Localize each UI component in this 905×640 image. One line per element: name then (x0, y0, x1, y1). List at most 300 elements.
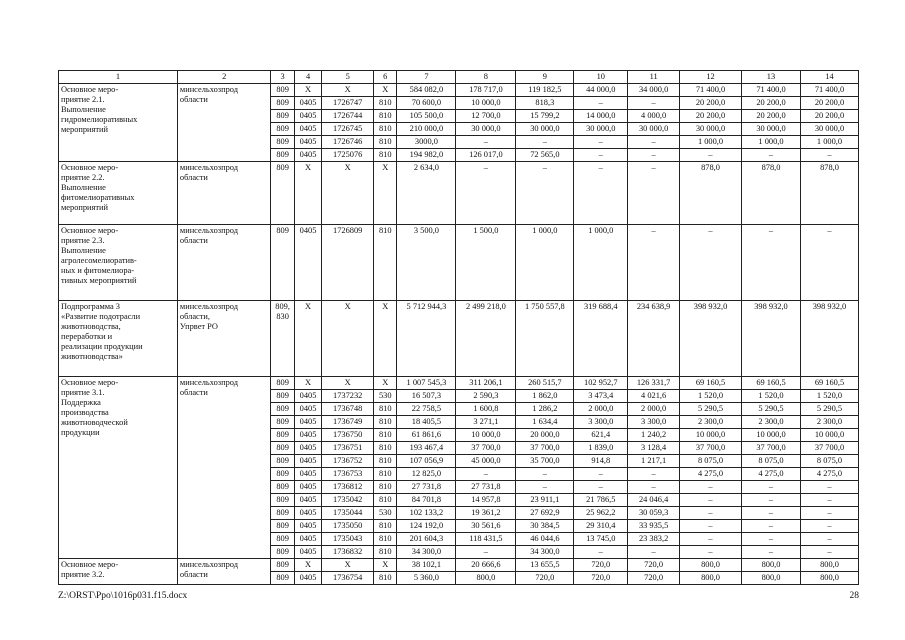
amount-cell: – (456, 162, 516, 225)
code-cell: 809 (271, 149, 294, 162)
amount-cell: – (680, 533, 742, 546)
amount-cell: 621,4 (574, 429, 628, 442)
header-cell: 7 (397, 71, 456, 84)
amount-cell: 13 655,5 (516, 559, 574, 572)
amount-cell: 914,8 (574, 455, 628, 468)
code-cell: 809 (271, 136, 294, 149)
code-cell: 1726745 (322, 123, 374, 136)
amount-cell: 105 500,0 (397, 110, 456, 123)
amount-cell: – (456, 136, 516, 149)
amount-cell: 10 000,0 (742, 429, 801, 442)
amount-cell: 12 825,0 (397, 468, 456, 481)
code-cell: Х (322, 162, 374, 225)
amount-cell: 584 082,0 (397, 84, 456, 97)
program-name-cell: Основное меро- приятие 2.3. Выполнение агролесомелиоратив- ных и фитомелиора- тивных мероприятий (59, 225, 178, 301)
amount-cell: 210 000,0 (397, 123, 456, 136)
code-cell: 809 (271, 123, 294, 136)
amount-cell: 720,0 (574, 572, 628, 585)
amount-cell: 30 000,0 (742, 123, 801, 136)
amount-cell: 71 400,0 (800, 84, 858, 97)
code-cell: Х (374, 377, 397, 390)
code-cell: 1735043 (322, 533, 374, 546)
amount-cell: 34 300,0 (516, 546, 574, 559)
amount-cell: – (516, 162, 574, 225)
amount-cell: 2 000,0 (574, 403, 628, 416)
code-cell: 1736751 (322, 442, 374, 455)
program-name-cell: Подпрограмма 3 «Развитие подотрасли животноводства, переработки и реализации продукции животноводства» (59, 301, 178, 377)
code-cell: 1726747 (322, 97, 374, 110)
header-cell: 10 (574, 71, 628, 84)
table-row (59, 84, 859, 97)
amount-cell: 194 982,0 (397, 149, 456, 162)
code-cell: Х (374, 84, 397, 97)
code-cell: 809 (271, 481, 294, 494)
amount-cell: 1 000,0 (680, 136, 742, 149)
amount-cell: 20 200,0 (800, 110, 858, 123)
code-cell: 809 (271, 416, 294, 429)
amount-cell: 107 056,9 (397, 455, 456, 468)
amount-cell: – (516, 468, 574, 481)
code-cell: Х (294, 84, 321, 97)
amount-cell: 1 240,2 (628, 429, 680, 442)
amount-cell: 10 000,0 (456, 97, 516, 110)
amount-cell: 27 731,8 (397, 481, 456, 494)
amount-cell: – (742, 149, 801, 162)
amount-cell: 16 507,3 (397, 390, 456, 403)
code-cell: 810 (374, 403, 397, 416)
amount-cell: 15 799,2 (516, 110, 574, 123)
amount-cell: – (456, 546, 516, 559)
executor-cell: минсельхозпрод области (177, 225, 271, 301)
amount-cell: 2 000,0 (628, 403, 680, 416)
amount-cell: 4 021,6 (628, 390, 680, 403)
code-cell: 1736832 (322, 546, 374, 559)
program-name-cell: Основное меро- приятие 2.1. Выполнение гидромелиоративных мероприятий (59, 84, 178, 162)
amount-cell: 1 600,8 (456, 403, 516, 416)
amount-cell: – (800, 225, 858, 301)
amount-cell: 18 405,5 (397, 416, 456, 429)
header-cell: 12 (680, 71, 742, 84)
amount-cell: 37 700,0 (800, 442, 858, 455)
code-cell: 810 (374, 520, 397, 533)
amount-cell: 12 700,0 (456, 110, 516, 123)
code-cell: 1725076 (322, 149, 374, 162)
amount-cell: – (742, 533, 801, 546)
code-cell: 0405 (294, 455, 321, 468)
amount-cell: 2 499 218,0 (456, 301, 516, 377)
amount-cell: 30 000,0 (800, 123, 858, 136)
code-cell: Х (322, 559, 374, 572)
code-cell: Х (322, 377, 374, 390)
code-cell: 810 (374, 97, 397, 110)
amount-cell: 1 217,1 (628, 455, 680, 468)
code-cell: 810 (374, 123, 397, 136)
amount-cell: 4 275,0 (742, 468, 801, 481)
amount-cell: 34 300,0 (397, 546, 456, 559)
code-cell: 810 (374, 481, 397, 494)
amount-cell: 3 128,4 (628, 442, 680, 455)
code-cell: 1735050 (322, 520, 374, 533)
amount-cell: 4 000,0 (628, 110, 680, 123)
code-cell: 809 (271, 377, 294, 390)
amount-cell: 70 600,0 (397, 97, 456, 110)
amount-cell: 14 957,8 (456, 494, 516, 507)
code-cell: 0405 (294, 429, 321, 442)
code-cell: 809, 830 (271, 301, 294, 377)
amount-cell: 84 701,8 (397, 494, 456, 507)
code-cell: 809 (271, 533, 294, 546)
amount-cell: 800,0 (680, 559, 742, 572)
code-cell: 809 (271, 520, 294, 533)
table-row (59, 162, 859, 225)
code-cell: 530 (374, 507, 397, 520)
amount-cell: 102 133,2 (397, 507, 456, 520)
code-cell: 1736753 (322, 468, 374, 481)
amount-cell: – (574, 546, 628, 559)
amount-cell: 71 400,0 (680, 84, 742, 97)
amount-cell: 720,0 (628, 572, 680, 585)
amount-cell: 8 075,0 (800, 455, 858, 468)
code-cell: Х (294, 301, 321, 377)
amount-cell: – (628, 546, 680, 559)
code-cell: 0405 (294, 416, 321, 429)
amount-cell: 5 290,5 (680, 403, 742, 416)
code-cell: 0405 (294, 494, 321, 507)
code-cell: 1736750 (322, 429, 374, 442)
code-cell: 809 (271, 162, 294, 225)
code-cell: 809 (271, 507, 294, 520)
code-cell: Х (294, 162, 321, 225)
amount-cell: 800,0 (680, 572, 742, 585)
amount-cell: 30 000,0 (574, 123, 628, 136)
amount-cell: 1 000,0 (516, 225, 574, 301)
code-cell: 0405 (294, 546, 321, 559)
budget-table (58, 70, 859, 585)
amount-cell: 818,3 (516, 97, 574, 110)
amount-cell: 119 182,5 (516, 84, 574, 97)
amount-cell: 2 300,0 (742, 416, 801, 429)
amount-cell: 3 271,1 (456, 416, 516, 429)
code-cell: 810 (374, 572, 397, 585)
amount-cell: 30 561,6 (456, 520, 516, 533)
code-cell: Х (374, 162, 397, 225)
code-cell: 809 (271, 225, 294, 301)
code-cell: Х (294, 559, 321, 572)
program-name-cell: Основное меро- приятие 2.2. Выполнение фитомелиоративных мероприятий (59, 162, 178, 225)
header-cell: 6 (374, 71, 397, 84)
amount-cell: 1 000,0 (800, 136, 858, 149)
amount-cell: 10 000,0 (800, 429, 858, 442)
code-cell: 1735044 (322, 507, 374, 520)
header-cell: 3 (271, 71, 294, 84)
amount-cell: 126 017,0 (456, 149, 516, 162)
amount-cell: – (574, 162, 628, 225)
program-name-cell: Основное меро- приятие 3.2. (59, 559, 178, 585)
table-row (59, 225, 859, 301)
amount-cell: 29 310,4 (574, 520, 628, 533)
code-cell: 0405 (294, 97, 321, 110)
amount-cell: – (628, 225, 680, 301)
amount-cell: 27 692,9 (516, 507, 574, 520)
amount-cell: 8 075,0 (742, 455, 801, 468)
code-cell: 0405 (294, 149, 321, 162)
amount-cell: 178 717,0 (456, 84, 516, 97)
header-cell: 5 (322, 71, 374, 84)
amount-cell: 2 590,3 (456, 390, 516, 403)
amount-cell: 21 786,5 (574, 494, 628, 507)
amount-cell: – (742, 546, 801, 559)
code-cell: 809 (271, 455, 294, 468)
code-cell: 0405 (294, 533, 321, 546)
amount-cell: – (516, 481, 574, 494)
code-cell: 809 (271, 559, 294, 572)
amount-cell: 20 200,0 (680, 110, 742, 123)
amount-cell: 69 160,5 (800, 377, 858, 390)
code-cell: 810 (374, 429, 397, 442)
code-cell: 530 (374, 390, 397, 403)
amount-cell: 10 000,0 (456, 429, 516, 442)
code-cell: 0405 (294, 123, 321, 136)
amount-cell: 23 911,1 (516, 494, 574, 507)
header-cell: 2 (177, 71, 271, 84)
code-cell: 810 (374, 225, 397, 301)
amount-cell: 30 000,0 (456, 123, 516, 136)
table-body (59, 71, 859, 585)
amount-cell: – (742, 507, 801, 520)
amount-cell: 3 473,4 (574, 390, 628, 403)
amount-cell: 2 300,0 (680, 416, 742, 429)
header-cell: 11 (628, 71, 680, 84)
amount-cell: 720,0 (628, 559, 680, 572)
amount-cell: 126 331,7 (628, 377, 680, 390)
amount-cell: 5 360,0 (397, 572, 456, 585)
code-cell: 809 (271, 84, 294, 97)
amount-cell: 20 200,0 (800, 97, 858, 110)
amount-cell: 69 160,5 (742, 377, 801, 390)
amount-cell: – (800, 149, 858, 162)
amount-cell: 30 000,0 (628, 123, 680, 136)
amount-cell: 800,0 (456, 572, 516, 585)
amount-cell: – (800, 494, 858, 507)
executor-cell: минсельхозпрод области (177, 559, 271, 585)
amount-cell: 800,0 (800, 572, 858, 585)
table-row (59, 377, 859, 390)
amount-cell: 800,0 (742, 572, 801, 585)
code-cell: 810 (374, 110, 397, 123)
code-cell: 0405 (294, 136, 321, 149)
amount-cell: 1 000,0 (742, 136, 801, 149)
amount-cell: 1 007 545,3 (397, 377, 456, 390)
amount-cell: 234 638,9 (628, 301, 680, 377)
code-cell: 810 (374, 468, 397, 481)
amount-cell: 1 839,0 (574, 442, 628, 455)
code-cell: 1736812 (322, 481, 374, 494)
amount-cell: 30 059,3 (628, 507, 680, 520)
header-cell: 4 (294, 71, 321, 84)
amount-cell: 398 932,0 (800, 301, 858, 377)
amount-cell: 1 000,0 (574, 225, 628, 301)
amount-cell: 30 000,0 (680, 123, 742, 136)
code-cell: 810 (374, 416, 397, 429)
amount-cell: – (456, 468, 516, 481)
page-number: 28 (849, 591, 859, 601)
amount-cell: 30 384,5 (516, 520, 574, 533)
header-cell: 13 (742, 71, 801, 84)
code-cell: 0405 (294, 110, 321, 123)
amount-cell: – (574, 149, 628, 162)
code-cell: 809 (271, 403, 294, 416)
amount-cell: – (742, 225, 801, 301)
code-cell: Х (322, 84, 374, 97)
amount-cell: 1 520,0 (680, 390, 742, 403)
code-cell: 0405 (294, 403, 321, 416)
amount-cell: 19 361,2 (456, 507, 516, 520)
table-row (59, 301, 859, 377)
header-cell: 14 (800, 71, 858, 84)
amount-cell: 193 467,4 (397, 442, 456, 455)
amount-cell: 4 275,0 (680, 468, 742, 481)
amount-cell: – (800, 533, 858, 546)
code-cell: 809 (271, 494, 294, 507)
amount-cell: 14 000,0 (574, 110, 628, 123)
amount-cell: – (680, 494, 742, 507)
amount-cell: 5 712 944,3 (397, 301, 456, 377)
amount-cell: – (742, 481, 801, 494)
code-cell: 809 (271, 468, 294, 481)
code-cell: Х (374, 301, 397, 377)
code-cell: 0405 (294, 520, 321, 533)
code-cell: 0405 (294, 468, 321, 481)
amount-cell: 102 952,7 (574, 377, 628, 390)
amount-cell: – (574, 481, 628, 494)
amount-cell: 2 634,0 (397, 162, 456, 225)
amount-cell: 20 000,0 (516, 429, 574, 442)
code-cell: 809 (271, 390, 294, 403)
amount-cell: 878,0 (742, 162, 801, 225)
amount-cell: 5 290,5 (742, 403, 801, 416)
header-cell: 1 (59, 71, 178, 84)
amount-cell: – (680, 225, 742, 301)
amount-cell: 720,0 (516, 572, 574, 585)
amount-cell: – (516, 136, 574, 149)
amount-cell: 124 192,0 (397, 520, 456, 533)
program-name-cell: Основное меро- приятие 3.1. Поддержка производства животноводческой продукции (59, 377, 178, 559)
amount-cell: 27 731,8 (456, 481, 516, 494)
amount-cell: – (628, 162, 680, 225)
amount-cell: 398 932,0 (680, 301, 742, 377)
code-cell: 0405 (294, 390, 321, 403)
executor-cell: минсельхозпрод области, Упрвет РО (177, 301, 271, 377)
code-cell: 1737232 (322, 390, 374, 403)
amount-cell: – (628, 97, 680, 110)
amount-cell: 37 700,0 (456, 442, 516, 455)
amount-cell: 44 000,0 (574, 84, 628, 97)
code-cell: 0405 (294, 481, 321, 494)
amount-cell: 720,0 (574, 559, 628, 572)
document-file-path: Z:\ORST\Ppo\1016p031.f15.docx (58, 591, 188, 601)
amount-cell: 1 634,4 (516, 416, 574, 429)
amount-cell: 201 604,3 (397, 533, 456, 546)
code-cell: 809 (271, 572, 294, 585)
amount-cell: 311 206,1 (456, 377, 516, 390)
amount-cell: 72 565,0 (516, 149, 574, 162)
amount-cell: 45 000,0 (456, 455, 516, 468)
amount-cell: – (800, 507, 858, 520)
amount-cell: 13 745,0 (574, 533, 628, 546)
amount-cell: 319 688,4 (574, 301, 628, 377)
header-row (59, 71, 859, 84)
amount-cell: 2 300,0 (800, 416, 858, 429)
code-cell: 1736752 (322, 455, 374, 468)
amount-cell: 71 400,0 (742, 84, 801, 97)
amount-cell: – (800, 546, 858, 559)
amount-cell: 3 300,0 (574, 416, 628, 429)
amount-cell: 46 044,6 (516, 533, 574, 546)
code-cell: Х (322, 301, 374, 377)
code-cell: 0405 (294, 507, 321, 520)
amount-cell: – (742, 520, 801, 533)
amount-cell: 20 200,0 (742, 110, 801, 123)
code-cell: 1726746 (322, 136, 374, 149)
code-cell: 1736749 (322, 416, 374, 429)
amount-cell: 10 000,0 (680, 429, 742, 442)
amount-cell: 800,0 (800, 559, 858, 572)
code-cell: 1736748 (322, 403, 374, 416)
amount-cell: 1 286,2 (516, 403, 574, 416)
header-cell: 8 (456, 71, 516, 84)
amount-cell: 30 000,0 (516, 123, 574, 136)
code-cell: 810 (374, 455, 397, 468)
amount-cell: – (680, 520, 742, 533)
code-cell: 1726744 (322, 110, 374, 123)
code-cell: 809 (271, 110, 294, 123)
amount-cell: 37 700,0 (742, 442, 801, 455)
amount-cell: 69 160,5 (680, 377, 742, 390)
code-cell: 810 (374, 533, 397, 546)
amount-cell: 37 700,0 (516, 442, 574, 455)
amount-cell: 800,0 (742, 559, 801, 572)
executor-cell: минсельхозпрод области (177, 84, 271, 162)
amount-cell: 8 075,0 (680, 455, 742, 468)
amount-cell: 878,0 (680, 162, 742, 225)
amount-cell: 23 383,2 (628, 533, 680, 546)
amount-cell: 35 700,0 (516, 455, 574, 468)
code-cell: 1736754 (322, 572, 374, 585)
code-cell: 810 (374, 494, 397, 507)
code-cell: 0405 (294, 442, 321, 455)
amount-cell: – (680, 149, 742, 162)
executor-cell: минсельхозпрод области (177, 377, 271, 559)
amount-cell: – (800, 520, 858, 533)
executor-cell: минсельхозпрод области (177, 162, 271, 225)
amount-cell: – (574, 136, 628, 149)
amount-cell: 398 932,0 (742, 301, 801, 377)
code-cell: 809 (271, 546, 294, 559)
amount-cell: 61 861,6 (397, 429, 456, 442)
amount-cell: – (574, 97, 628, 110)
amount-cell: – (628, 481, 680, 494)
amount-cell: 4 275,0 (800, 468, 858, 481)
amount-cell: 1 520,0 (800, 390, 858, 403)
header-cell: 9 (516, 71, 574, 84)
amount-cell: 1 500,0 (456, 225, 516, 301)
amount-cell: – (800, 481, 858, 494)
code-cell: 809 (271, 429, 294, 442)
amount-cell: – (680, 481, 742, 494)
amount-cell: 118 431,5 (456, 533, 516, 546)
code-cell: 0405 (294, 572, 321, 585)
amount-cell: 1 862,0 (516, 390, 574, 403)
